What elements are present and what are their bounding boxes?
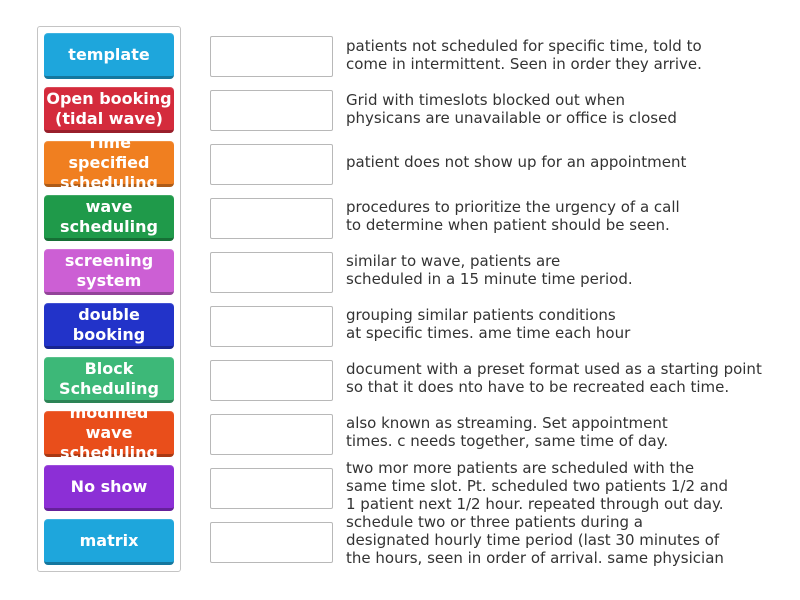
drop-box[interactable] [210, 90, 333, 131]
drop-box[interactable] [210, 522, 333, 563]
drop-box[interactable] [210, 36, 333, 77]
drop-box[interactable] [210, 414, 333, 455]
match-row [0, 36, 800, 80]
match-row [0, 90, 800, 134]
description-text: schedule two or three patients during a designated hourly time period (last 30 minutes of the hours, seen in order of arrival. same physician [346, 513, 724, 567]
match-row [0, 252, 800, 296]
tile-modified-wave-scheduling[interactable]: modified wave scheduling [44, 411, 174, 457]
drop-box[interactable] [210, 360, 333, 401]
tile-double-booking[interactable]: double booking [44, 303, 174, 349]
description-text: grouping similar patients conditions at specific times. ame time each hour [346, 306, 631, 342]
tile-screening-system[interactable]: screening system [44, 249, 174, 295]
description-text: procedures to prioritize the urgency of a call to determine when patient should be seen. [346, 198, 680, 234]
drop-box[interactable] [210, 198, 333, 239]
tile-block-scheduling[interactable]: Block Scheduling [44, 357, 174, 403]
tile-time-specified-scheduling[interactable]: Time specified scheduling [44, 141, 174, 187]
description-text: document with a preset format used as a starting point so that it does nto have to be recreated each time. [346, 360, 762, 396]
match-row [0, 513, 800, 567]
description-text: patients not scheduled for specific time, told to come in intermittent. Seen in order they arrive. [346, 37, 702, 73]
tile-open-booking[interactable]: Open booking (tidal wave) [44, 87, 174, 133]
match-row [0, 198, 800, 242]
tile-no-show[interactable]: No show [44, 465, 174, 511]
drop-box[interactable] [210, 252, 333, 293]
description-text: also known as streaming. Set appointment times. c needs together, same time of day. [346, 414, 669, 450]
description-text: patient does not show up for an appointment [346, 153, 687, 171]
tile-wave-scheduling[interactable]: wave scheduling [44, 195, 174, 241]
drop-box[interactable] [210, 306, 333, 347]
drop-box[interactable] [210, 468, 333, 509]
description-text: two mor more patients are scheduled with the same time slot. Pt. scheduled two patients 1/2 and 1 patient next 1/2 hour. repeated through out day. [346, 459, 729, 513]
description-text: similar to wave, patients are scheduled in a 15 minute time period. [346, 252, 633, 288]
match-row [0, 144, 800, 188]
drop-box[interactable] [210, 144, 333, 185]
match-row [0, 306, 800, 350]
match-row [0, 360, 800, 404]
tile-template[interactable]: template [44, 33, 174, 79]
tile-matrix[interactable]: matrix [44, 519, 174, 565]
description-text: Grid with timeslots blocked out when physicans are unavailable or office is closed [346, 91, 677, 127]
match-row [0, 414, 800, 458]
match-row [0, 459, 800, 513]
